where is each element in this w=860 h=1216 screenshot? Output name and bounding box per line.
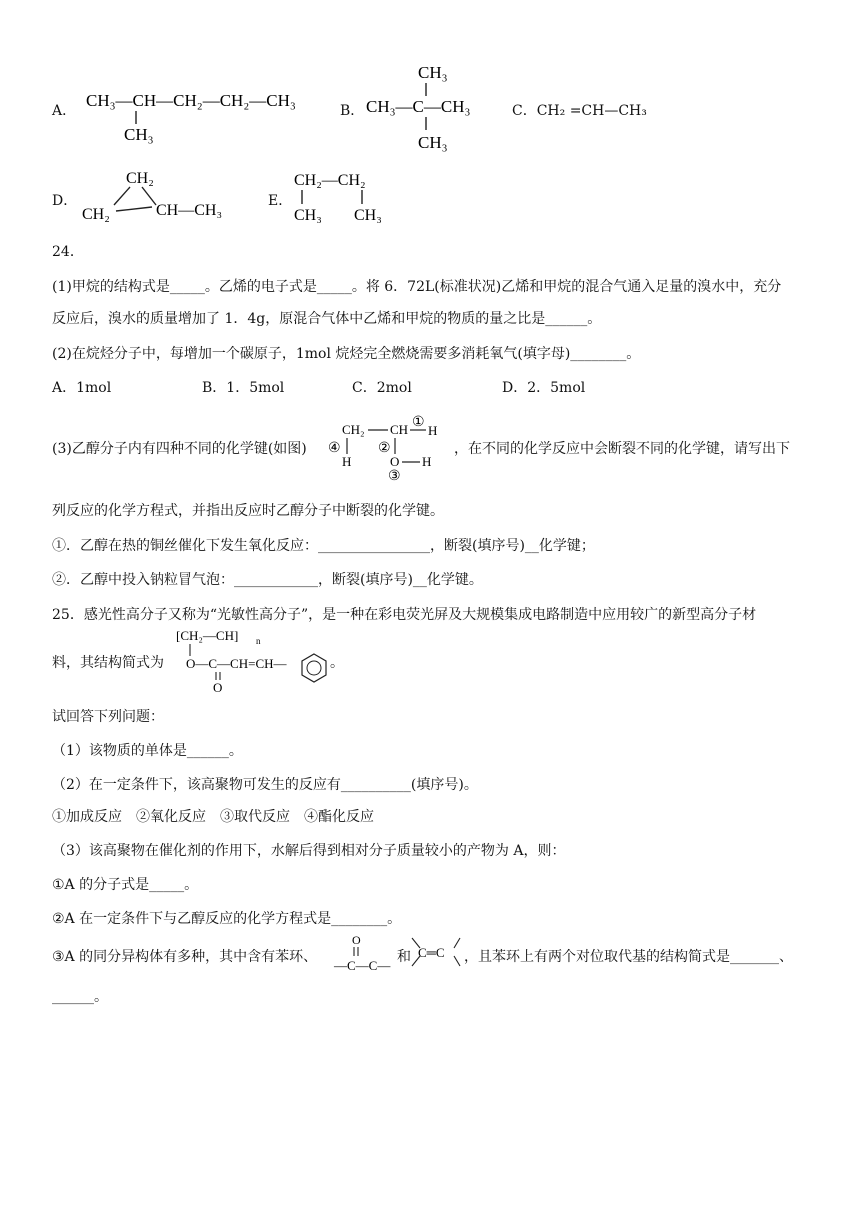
structure-b: [364, 60, 494, 156]
ethanol-h4: H: [342, 454, 352, 469]
carbonyl-o: O: [352, 933, 361, 947]
question-25-stem: 25．感光性高分子又称为“光敏性高分子”，是一种在彩电荧光屏及大规模集成电路制造中应用较广的新型高分子材: [52, 607, 757, 623]
carbonyl-structure: [332, 932, 394, 974]
question-25-sub3-1: ①A 的分子式是_____。: [52, 877, 199, 893]
question-24-part3-2: ②．乙醇中投入钠粒冒气泡：____________，断裂(填序号)__化学键。: [52, 572, 483, 588]
structure-d: [80, 165, 240, 227]
ethanol-bond-4: ④: [328, 441, 341, 456]
question-25-sub3: （3）该高聚物在催化剂的作用下，水解后得到相对分子质量较小的产物为 A，则：: [52, 843, 566, 859]
option-24-c: C．2mol: [352, 380, 412, 396]
benzene-ring-circle: [307, 661, 321, 675]
question-24-part3: (3)乙醇分子内有四种不同的化学键(如图): [52, 441, 307, 457]
question-25-intro: 试回答下列问题：: [52, 709, 164, 725]
option-c-text: C．CH₂ =CH—CH₃: [512, 103, 647, 119]
alkene-main: C═C: [418, 945, 445, 960]
polymer-structure: [172, 624, 332, 696]
question-25-sub3-2: ②A 在一定条件下与乙醇反应的化学方程式是________。: [52, 911, 402, 927]
ethanol-ch: CH: [390, 422, 409, 437]
option-d-label: D．: [52, 193, 78, 209]
alkene-structure: [410, 934, 462, 972]
option-e-label: E．: [268, 193, 293, 209]
ethanol-ch2: CH₂: [342, 422, 365, 437]
structure-d-top: CH₂: [126, 170, 154, 187]
structure-e-top: CH₂—CH₂: [294, 172, 366, 189]
question-25-sub2: （2）在一定条件下，该高聚物可发生的反应有__________(填序号)。: [52, 777, 478, 793]
bond: [142, 187, 156, 205]
structure-e-bottom-left: CH₃: [294, 207, 322, 224]
bond: [116, 207, 152, 211]
question-25-sub2-options: ①加成反应 ②氧化反应 ③取代反应 ④酯化反应: [52, 809, 374, 825]
question-24-part3-line2: 列反应的化学方程式，并指出反应时乙醇分子中断裂的化学键。: [52, 503, 444, 519]
question-24-part2: (2)在烷烃分子中，每增加一个碳原子，1mol 烷烃完全燃烧需要多消耗氧气(填字母)________。: [52, 346, 641, 362]
ethanol-h1: H: [428, 423, 438, 438]
option-24-a: A．1mol: [52, 380, 112, 396]
structure-d-right: CH—CH₃: [156, 202, 223, 219]
polymer-n: n: [256, 636, 261, 646]
question-25-sub1: （1）该物质的单体是______。: [52, 743, 243, 759]
bond: [454, 938, 460, 948]
polymer-main: O—C—CH=CH—: [186, 656, 287, 671]
structure-d-left: CH₂: [82, 206, 110, 223]
question-24-number: 24．: [52, 244, 84, 260]
question-24-part1-cont: 反应后，溴水的质量增加了 1．4g，原混合气体中乙烯和甲烷的物质的量之比是______。: [52, 311, 602, 327]
question-25-stem-cont: 料，其结构简式为: [52, 655, 164, 671]
question-24-part3-1: ①．乙醇在热的铜丝催化下发生氧化反应：________________，断裂(填序号)__化学键；: [52, 538, 595, 554]
ethanol-h-oh: H: [422, 454, 432, 469]
option-b-label: B．: [340, 103, 365, 119]
structure-b-main: CH₃—C—CH₃: [366, 97, 471, 116]
question-24-part3-cont: ，在不同的化学反应中会断裂不同的化学键，请写出下: [454, 441, 790, 457]
structure-a-branch: CH₃: [124, 125, 154, 144]
question-25-sub3-3: ③A 的同分异构体有多种，其中含有苯环、: [52, 949, 318, 965]
ethanol-structure: [326, 408, 450, 482]
ethanol-bond-2: ②: [378, 441, 391, 456]
polymer-top: [CH₂—CH]: [176, 628, 239, 643]
structure-e-bottom-right: CH₃: [354, 207, 382, 224]
structure-b-top: CH₃: [418, 63, 448, 82]
question-25-sub3-4: ______。: [52, 989, 108, 1005]
structure-a: [84, 82, 332, 148]
option-24-d: D．2．5mol: [502, 380, 586, 396]
benzene-ring: [302, 654, 326, 682]
question-25-sub3-3-cont: ，且苯环上有两个对位取代基的结构简式是_______、: [464, 949, 793, 965]
question-25-stem-end: 。: [330, 655, 344, 671]
question-25-sub3-3-and: 和: [397, 949, 411, 965]
carbonyl-main: —C—C—: [334, 958, 391, 973]
question-24-part1: (1)甲烷的结构式是_____。乙烯的电子式是_____。将 6．72L(标准状况)乙烯和甲烷的混合气通入足量的溴水中，充分: [52, 279, 782, 295]
bond: [454, 956, 460, 966]
structure-e: [292, 168, 402, 228]
option-a-label: A．: [52, 103, 77, 119]
ethanol-o: O: [390, 454, 400, 469]
polymer-carbonyl-o: O: [213, 680, 223, 695]
bond: [114, 187, 130, 205]
structure-a-main: CH₃—CH—CH₂—CH₂—CH₃: [86, 91, 296, 110]
ethanol-bond-3: ③: [388, 469, 401, 482]
ethanol-bond-1: ①: [412, 415, 425, 430]
structure-b-bottom: CH₃: [418, 133, 448, 152]
option-24-b: B．1．5mol: [202, 380, 285, 396]
